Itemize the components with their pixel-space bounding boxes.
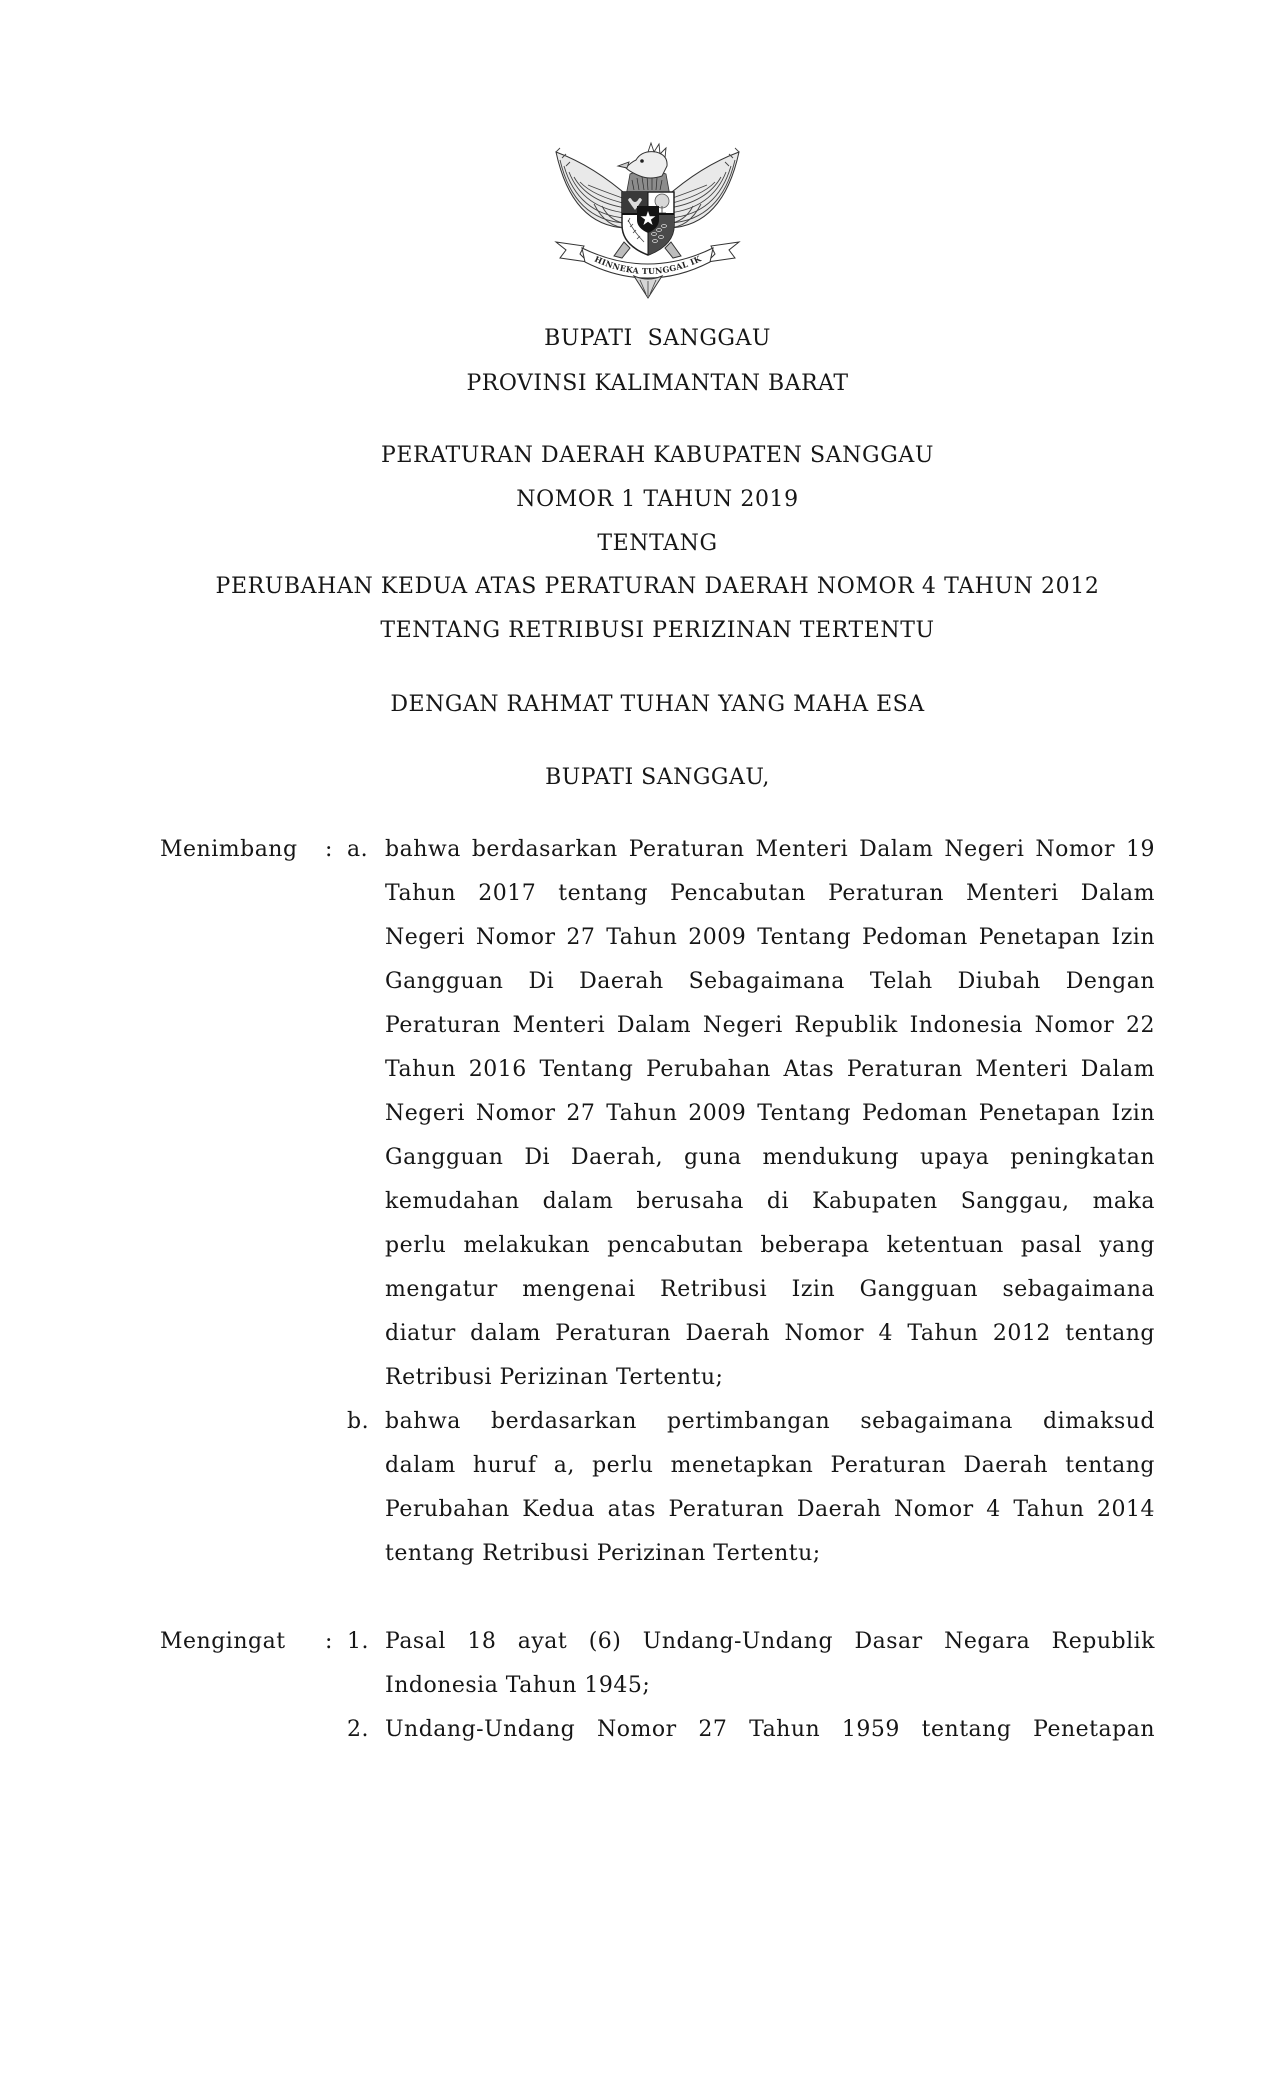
province-heading: PROVINSI KALIMANTAN BARAT bbox=[466, 371, 849, 396]
list-item bbox=[0, 1620, 1275, 1708]
item-marker: 1. bbox=[347, 1629, 369, 1654]
text-line: Perubahan Kedua atas Peraturan Daerah Nomor 4 Tahun 2014 bbox=[385, 1497, 1155, 1522]
item-marker: b. bbox=[347, 1409, 370, 1434]
text-line: kemudahan dalam berusaha di Kabupaten Sanggau, maka bbox=[385, 1189, 1155, 1214]
garuda-emblem-icon bbox=[550, 130, 745, 300]
text-line: Tahun 2017 tentang Pencabutan Peraturan Menteri Dalam bbox=[385, 881, 1155, 906]
item-marker: 2. bbox=[347, 1717, 369, 1742]
section-label: Mengingat bbox=[160, 1629, 286, 1654]
list-item bbox=[0, 1708, 1275, 1752]
text-line: Pasal 18 ayat (6) Undang-Undang Dasar Negara Republik bbox=[385, 1629, 1155, 1654]
emblem-motto: HINNEKA TUNGGAL IK bbox=[592, 253, 703, 277]
right-wing bbox=[665, 148, 739, 228]
text-line: Indonesia Tahun 1945; bbox=[385, 1673, 651, 1698]
regulation-title bbox=[160, 434, 1155, 653]
text-line: mengatur mengenai Retribusi Izin Gangguan sebagaimana bbox=[385, 1277, 1155, 1302]
list-item bbox=[0, 828, 1275, 1400]
garuda-head bbox=[618, 143, 667, 178]
preamble: DENGAN RAHMAT TUHAN YANG MAHA ESA bbox=[390, 692, 925, 717]
text-line: Gangguan Di Daerah, guna mendukung upaya peningkatan bbox=[385, 1145, 1155, 1170]
title-subject-line: TENTANG RETRIBUSI PERIZINAN TERTENTU bbox=[380, 618, 935, 643]
section-label: Menimbang bbox=[160, 837, 298, 862]
tail-feathers bbox=[634, 276, 662, 298]
left-wing bbox=[556, 148, 630, 228]
title-number-line: NOMOR 1 TAHUN 2019 bbox=[516, 486, 799, 512]
shield bbox=[622, 192, 674, 255]
text-line: Peraturan Menteri Dalam Negeri Republik Indonesia Nomor 22 bbox=[385, 1013, 1155, 1038]
text-line: Undang-Undang Nomor 27 Tahun 1959 tentang Penetapan bbox=[385, 1717, 1155, 1742]
text-line: bahwa berdasarkan Peraturan Menteri Dalam Negeri Nomor 19 bbox=[385, 837, 1155, 862]
section-menimbang bbox=[0, 828, 1275, 1576]
text-line: Retribusi Perizinan Tertentu; bbox=[385, 1365, 724, 1390]
authority: BUPATI SANGGAU, bbox=[545, 765, 770, 790]
text-line: dalam huruf a, perlu menetapkan Peraturan Daerah tentang bbox=[385, 1453, 1155, 1478]
regent-heading: BUPATI SANGGAU bbox=[544, 326, 771, 351]
title-subject-line: PERUBAHAN KEDUA ATAS PERATURAN DAERAH NOMOR 4 TAHUN 2012 bbox=[215, 574, 1100, 600]
text-line: Negeri Nomor 27 Tahun 2009 Tentang Pedoman Penetapan Izin bbox=[385, 925, 1155, 950]
text-line: Negeri Nomor 27 Tahun 2009 Tentang Pedoman Penetapan Izin bbox=[385, 1101, 1155, 1126]
text-line: Tahun 2016 Tentang Perubahan Atas Peraturan Menteri Dalam bbox=[385, 1057, 1155, 1082]
regulation-body bbox=[0, 828, 1275, 1752]
list-item bbox=[0, 1400, 1275, 1576]
text-line: tentang Retribusi Perizinan Tertentu; bbox=[385, 1541, 821, 1566]
title-line: TENTANG bbox=[597, 530, 718, 556]
garuda-emblem bbox=[550, 130, 745, 300]
text-line: bahwa berdasarkan pertimbangan sebagaimana dimaksud bbox=[385, 1409, 1155, 1434]
section-colon: : bbox=[325, 837, 333, 862]
item-marker: a. bbox=[347, 837, 369, 862]
section-mengingat bbox=[0, 1620, 1275, 1752]
section-colon: : bbox=[325, 1629, 333, 1654]
text-line: Gangguan Di Daerah Sebagaimana Telah Diubah Dengan bbox=[385, 969, 1155, 994]
text-line: diatur dalam Peraturan Daerah Nomor 4 Tahun 2012 tentang bbox=[385, 1321, 1155, 1346]
text-line: perlu melakukan pencabutan beberapa ketentuan pasal yang bbox=[385, 1233, 1155, 1258]
title-line: PERATURAN DAERAH KABUPATEN SANGGAU bbox=[380, 443, 934, 468]
